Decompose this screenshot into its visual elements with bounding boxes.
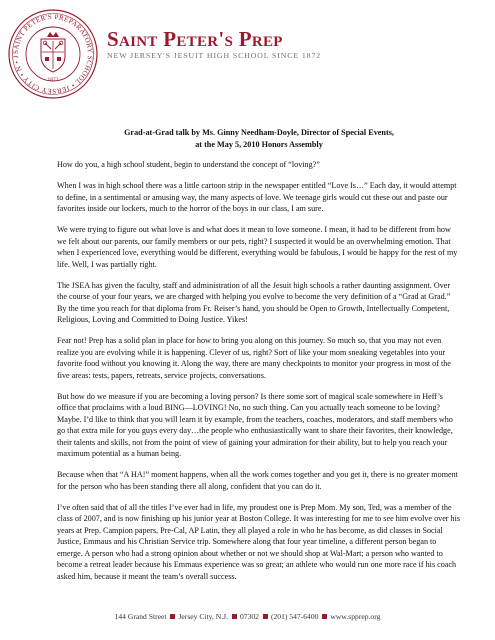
paragraph-1: How do you, a high school student, begin to understand the concept of “loving?” xyxy=(57,160,320,169)
svg-text:SAINT PETER'S PREPARATORY SCHO: SAINT PETER'S PREPARATORY SCHOOL • JERSEY CITY • N • J xyxy=(11,12,95,96)
svg-text:1872: 1872 xyxy=(47,77,59,83)
paragraph-4: The JSEA has given the faculty, staff and administration of all the Jesuit high schools a rather daunting assignment. Over the course of your four years, we are charged with helping you evolve to become the very definition of a “Grad at Grad.” By the time you reach for that diploma from Fr. Reiser’s hand, you should be Open to Growth, Intellectually Competent, Religious, Loving and Committed to Doing Justice. Yikes! xyxy=(57,280,451,324)
page-footer xyxy=(0,612,495,622)
document-title xyxy=(57,127,461,150)
paragraph-8: I’ve often said that of all the titles I’ve ever had in life, my proudest one is Prep Mom. My son, Ted, was a member of the class of 2007, and is now finishing up his junior year at Boston College. It was interesting for me to see him evolve over his years at Prep. Campion papers, Pre-Cal, AP Latin, they all played a role in who he has become, as did classes in Social Justice, Emmaus and his Christian Service trip. Somewhere along that four year timeline, a different person began to emerge. A person who had a strong opinion about whether or not we should shop at Wal-Mart; a person who wanted to become a retreat leader because his Emmaus experience was so great; an athlete who would run one more race if his coach asked him, because it meant the team’s overall success. xyxy=(57,502,461,581)
paragraph-2: When I was in high school there was a little cartoon strip in the newspaper entitled “Love Is…” Each day, it would attempt to define, in a sentimental or amusing way, the many aspects of love. We teenage girls would cut these out and paste our favorites inside our lockers, much to the horror of the boys in our class, I am sure. xyxy=(57,181,457,213)
document-body xyxy=(57,127,461,592)
footer-website[interactable]: www.spprep.org xyxy=(330,612,381,621)
title-line-1: Grad-at-Grad talk by Ms. Ginny Needham-Doyle, Director of Special Events, xyxy=(124,128,394,137)
footer-city: Jersey City, N.J. xyxy=(178,612,228,621)
paragraph-5: Fear not! Prep has a solid plan in place for how to bring you along on this journey. So much so, that you may not even realize you are evolving while it is happening. Clever of us, right? Sort of like your mom sneaking vegetables into your favorite food without you knowing it. Along the way, there are many checkpoints to monitor your progress in most of the five areas: tests, papers, retreats, service projects, conversations. xyxy=(57,336,451,380)
school-name: Saint Peter's Prep xyxy=(107,27,283,51)
footer-separator xyxy=(170,614,175,619)
footer-separator xyxy=(232,614,237,619)
seal-emblem xyxy=(7,8,99,100)
title-line-2: at the May 5, 2010 Honors Assembly xyxy=(195,139,323,149)
paragraph-3: We were trying to figure out what love is and what does it mean to love someone. I mean, it had to be different from how we felt about our parents, our family members or our pets, right? I suspected it would be an overwhelming emotion. That when I experienced love, everything would be different, everything would be fabulous, I would be happy for the rest of my life. Well, I was partially right. xyxy=(57,225,458,269)
school-seal-logo xyxy=(7,8,99,100)
footer-separator xyxy=(263,614,268,619)
brand-block xyxy=(107,28,321,61)
paragraph-6: But how do we measure if you are becoming a loving person? Is there some sort of magical scale somewhere in Heff’s office that proclaims with a loud BING—LOVING! No, no such thing. Can you actually teach someone to be loving? Maybe. I’d like to think that you will learn it by example, from the teachers, coaches, moderators, and staff members who go that extra mile for you guys every day…the people who enthusiastically want to share their favorites, their knowledge, their talents and skills, not from the point of view of gaining your admiration for their ability, but to help you reach your maximum potential as a human being. xyxy=(57,391,453,458)
footer-zip: 07302 xyxy=(239,612,259,621)
footer-address: 144 Grand Street xyxy=(114,612,167,621)
footer-separator xyxy=(322,614,327,619)
footer-phone: (201) 547-6400 xyxy=(270,612,319,621)
paragraph-7: Because when that “A HA!” moment happens, when all the work comes together and you get it, there is no greater moment for the person who has been standing there all along, confident that you can do it. xyxy=(57,470,458,491)
school-tagline: NEW JERSEY'S JESUIT HIGH SCHOOL SINCE 1872 xyxy=(107,51,322,60)
